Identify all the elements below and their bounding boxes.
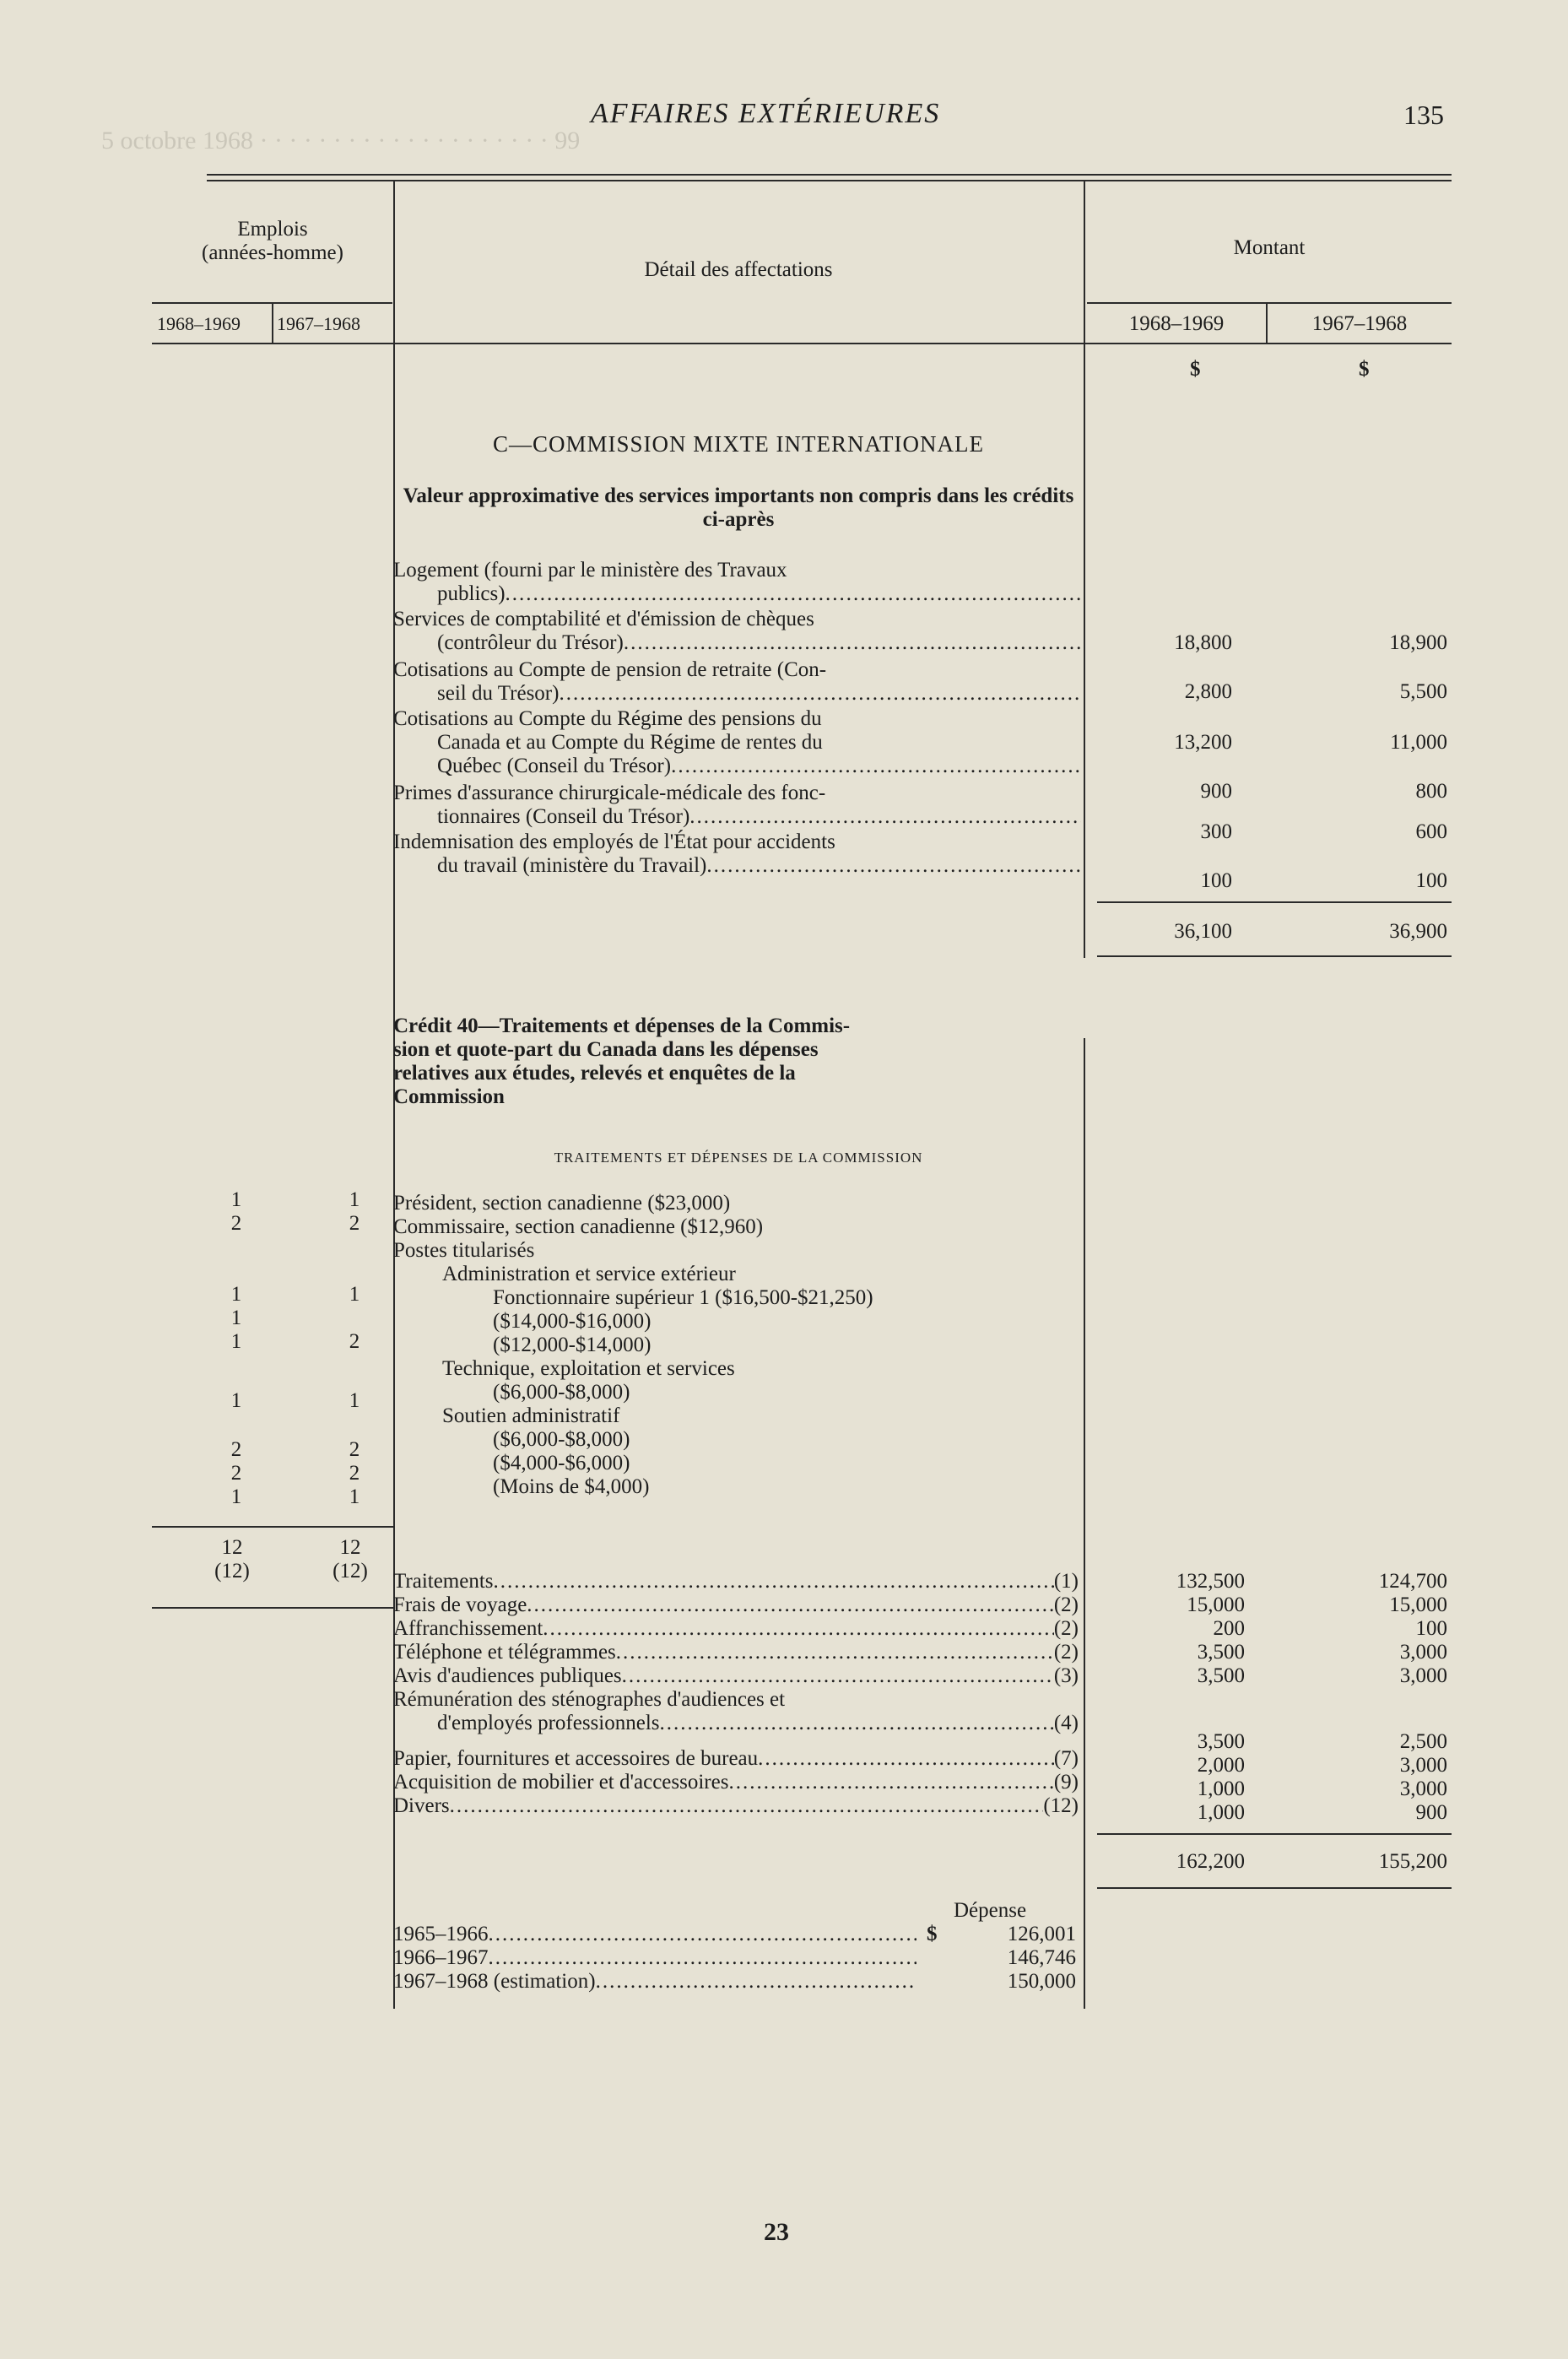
- emp-year-b: 1967–1968: [277, 313, 360, 334]
- expense-amount-a: 3,500: [1197, 1730, 1245, 1753]
- service-amount-a: 13,200: [1174, 731, 1232, 754]
- amount-year-a: 1968–1969: [1128, 312, 1225, 335]
- service-amount-a: 2,800: [1184, 680, 1232, 703]
- services-total-rule-bottom: [1097, 955, 1452, 957]
- position-count-a: 2: [230, 1212, 242, 1235]
- position-count-a: 1: [230, 1485, 242, 1508]
- position-label: ($4,000-$6,000): [493, 1452, 630, 1474]
- positions-total-b: 12: [339, 1536, 361, 1559]
- expense-row: Affranchissement ..... (2): [393, 1617, 1079, 1641]
- positions-total-a: 12: [221, 1536, 243, 1559]
- employment-header-line1: Emplois: [237, 218, 308, 241]
- history-currency: $: [927, 1923, 938, 1945]
- position-count-b: 2: [349, 1212, 360, 1235]
- position-count-a: 2: [230, 1438, 242, 1461]
- services-total-rule: [1097, 901, 1452, 903]
- service-amount-b: 100: [1415, 869, 1447, 892]
- position-label: (Moins de $4,000): [493, 1475, 650, 1498]
- position-count-a: 1: [230, 1389, 242, 1412]
- service-row: Cotisations au Compte de pension de retraite (Con- seil du Trésor) .....: [393, 658, 1081, 706]
- expense-row: Téléphone et télégrammes ..... (2): [393, 1641, 1079, 1664]
- position-label: Fonctionnaire supérieur 1 ($16,500-$21,250): [493, 1286, 873, 1309]
- position-label: Postes titularisés: [393, 1239, 535, 1262]
- service-amount-a: 900: [1200, 780, 1232, 803]
- position-label: ($6,000-$8,000): [493, 1428, 630, 1451]
- service-amount-b: 5,500: [1399, 680, 1447, 703]
- service-amount-b: 600: [1415, 820, 1447, 843]
- expenses-total-b: 155,200: [1378, 1850, 1447, 1873]
- expense-amount-b: 100: [1415, 1617, 1447, 1640]
- position-label: ($6,000-$8,000): [493, 1381, 630, 1404]
- table-top-rule: [207, 174, 1452, 176]
- service-amount-a: 18,800: [1174, 631, 1232, 654]
- expense-row: Divers ..... (12): [393, 1794, 1079, 1818]
- positions-total-b-parenthetical: (12): [333, 1560, 368, 1583]
- position-count-b: 1: [349, 1485, 360, 1508]
- services-total-a: 36,100: [1174, 920, 1232, 943]
- expense-amount-a: 15,000: [1187, 1593, 1245, 1616]
- expense-row: Avis d'audiences publiques ..... (3): [393, 1664, 1079, 1688]
- detail-column-divider-right: [1084, 181, 1085, 958]
- history-value: 126,001: [1007, 1923, 1076, 1945]
- position-count-b: 2: [349, 1330, 360, 1353]
- service-amount-b: 800: [1415, 780, 1447, 803]
- expense-amount-b: 900: [1415, 1801, 1447, 1824]
- service-row: Services de comptabilité et d'émission de chèques (contrôleur du Trésor) .....: [393, 608, 1081, 655]
- history-row: 1967–1968 (estimation) .....: [393, 1970, 916, 1994]
- expense-amount-a: 200: [1213, 1617, 1245, 1640]
- expense-amount-b: 124,700: [1378, 1570, 1447, 1593]
- position-count-b: 1: [349, 1283, 360, 1306]
- expense-amount-a: 2,000: [1197, 1754, 1245, 1777]
- expense-row: Rémunération des sténographes d'audiences et d'employés professionnels ..... (4): [393, 1688, 1079, 1735]
- expense-amount-a: 132,500: [1176, 1570, 1245, 1593]
- position-count-a: 1: [230, 1188, 242, 1211]
- amount-year-b: 1967–1968: [1311, 312, 1408, 335]
- folio-number: 23: [764, 2218, 789, 2246]
- service-row: Logement (fourni par le ministère des Travaux publics) .....: [393, 559, 1081, 606]
- position-count-a: 1: [230, 1283, 242, 1306]
- service-row: Cotisations au Compte du Régime des pensions du Canada et au Compte du Régime de rentes du Québec (Conseil du Trésor) .....: [393, 707, 1081, 778]
- expense-amount-b: 3,000: [1399, 1664, 1447, 1687]
- credit40-heading-line: Commission: [393, 1085, 505, 1108]
- expense-amount-b: 15,000: [1389, 1593, 1447, 1616]
- position-count-b: 2: [349, 1462, 360, 1485]
- position-label: Commissaire, section canadienne ($12,960): [393, 1215, 764, 1238]
- position-label: ($14,000-$16,000): [493, 1310, 652, 1333]
- expense-row: Traitements ..... (1): [393, 1570, 1079, 1593]
- expenses-total-a: 162,200: [1176, 1850, 1245, 1873]
- services-heading: Valeur approximative des services importants non compris dans les crédits ci-après: [403, 484, 1074, 531]
- position-label: Président, section canadienne ($23,000): [393, 1192, 731, 1215]
- service-row: Indemnisation des employés de l'État pour accidents du travail (ministère du Travail) .....: [393, 831, 1081, 878]
- service-amount-a: 300: [1200, 820, 1232, 843]
- running-header-title: AFFAIRES EXTÉRIEURES: [591, 98, 941, 129]
- service-row: Primes d'assurance chirurgicale-médicale des fonc- tionnaires (Conseil du Trésor) .....: [393, 782, 1081, 829]
- expense-row: Acquisition de mobilier et d'accessoires ..... (9): [393, 1771, 1079, 1794]
- credit40-subheading: TRAITEMENTS ET DÉPENSES DE LA COMMISSION: [554, 1150, 923, 1166]
- emp-year-divider: [272, 302, 273, 344]
- position-count-a: 1: [230, 1307, 242, 1329]
- page-number: 135: [1403, 100, 1444, 130]
- history-value: 150,000: [1007, 1970, 1076, 1993]
- position-label: Administration et service extérieur: [442, 1263, 736, 1285]
- positions-total-a-parenthetical: (12): [214, 1560, 250, 1583]
- services-total-b: 36,900: [1389, 920, 1447, 943]
- expense-row: Papier, fournitures et accessoires de bureau ..... (7): [393, 1747, 1079, 1771]
- detail-column-divider-right-2: [1084, 1038, 1085, 2009]
- positions-total-rule: [152, 1526, 393, 1528]
- expense-amount-a: 3,500: [1197, 1664, 1245, 1687]
- employment-header-line2: (années-homme): [202, 241, 343, 264]
- credit40-heading-line: sion et quote-part du Canada dans les dépenses: [393, 1038, 819, 1061]
- service-amount-b: 18,900: [1389, 631, 1447, 654]
- position-count-a: 2: [230, 1462, 242, 1485]
- currency-symbol-b: $: [1359, 358, 1370, 381]
- amount-year-rule-top: [1087, 302, 1452, 304]
- amount-column-header: Montant: [1233, 236, 1306, 259]
- history-value: 146,746: [1007, 1946, 1076, 1969]
- emp-year-a: 1968–1969: [157, 313, 241, 334]
- header-bottom-rule: [152, 343, 1452, 344]
- expenses-total-rule-bottom: [1097, 1887, 1452, 1889]
- credit40-heading-line: Crédit 40—Traitements et dépenses de la Commis-: [393, 1014, 851, 1037]
- positions-total-rule-bottom: [152, 1607, 393, 1609]
- expenses-total-rule: [1097, 1833, 1452, 1835]
- position-label: Technique, exploitation et services: [442, 1357, 735, 1380]
- history-row: 1965–1966 .....: [393, 1923, 916, 1946]
- expense-amount-b: 3,000: [1399, 1641, 1447, 1664]
- expense-amount-b: 3,000: [1399, 1777, 1447, 1800]
- currency-symbol-a: $: [1190, 358, 1201, 381]
- section-c-title: C—COMMISSION MIXTE INTERNATIONALE: [493, 431, 984, 457]
- expense-amount-a: 3,500: [1197, 1641, 1245, 1664]
- position-count-b: 2: [349, 1438, 360, 1461]
- service-amount-a: 100: [1200, 869, 1232, 892]
- service-amount-b: 11,000: [1390, 731, 1447, 754]
- position-count-a: 1: [230, 1330, 242, 1353]
- credit40-heading-line: relatives aux études, relevés et enquêtes de la: [393, 1062, 796, 1085]
- history-heading: Dépense: [954, 1899, 1027, 1922]
- expense-row: Frais de voyage ..... (2): [393, 1593, 1079, 1617]
- bleed-through-text: 5 octobre 1968 · · · · · · · · · · · · · · · · · · · · 99: [101, 127, 581, 154]
- position-label: Soutien administratif: [442, 1404, 620, 1427]
- expense-amount-a: 1,000: [1197, 1801, 1245, 1824]
- expense-amount-b: 2,500: [1399, 1730, 1447, 1753]
- position-count-b: 1: [349, 1389, 360, 1412]
- position-label: ($12,000-$14,000): [493, 1334, 652, 1356]
- expense-amount-a: 1,000: [1197, 1777, 1245, 1800]
- expense-amount-b: 3,000: [1399, 1754, 1447, 1777]
- position-count-b: 1: [349, 1188, 360, 1211]
- detail-column-header: Détail des affectations: [644, 258, 833, 281]
- history-row: 1966–1967 .....: [393, 1946, 916, 1970]
